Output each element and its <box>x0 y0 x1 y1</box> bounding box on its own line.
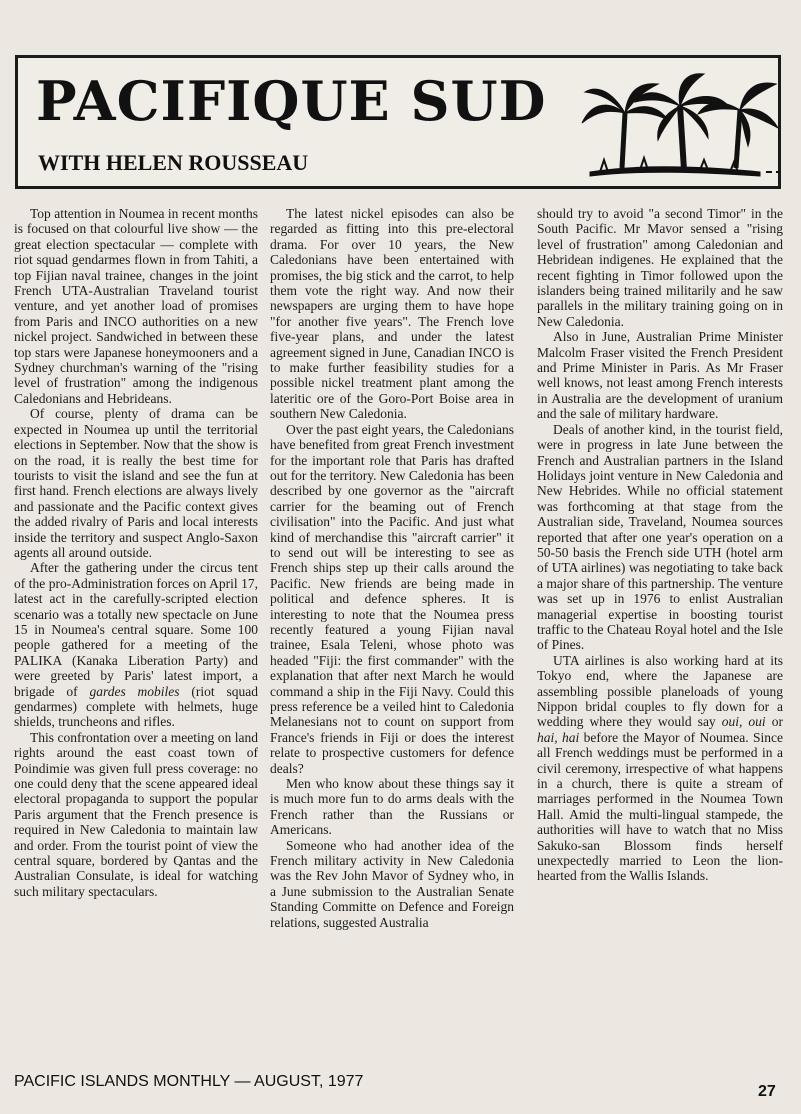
paragraph: Over the past eight years, the Caledonians have benefited from great French investment for the important role that Paris has drafted out for the territory. New Caledonia has been described by one governor as the "aircraft carrier for the beaming out of French civilisation" into the Pacific. And just what kind of merchandise this "aircraft carrier" it to send out will be interesting to see as French ships step up their calls around the Pacific. New friends are being made in political and defence spheres. It is interesting to note that the Noumea press recently featured a young Fijian naval trainee, Esala Teleni, whose photo was headed "Fiji: the first commander" with the explanation that after next March he would command a ship in the Fiji Navy. Could this press reference be a veiled hint to Caledonia Melanesians not to count on support from France's friends in Fiji or does the interest relate to prospective customers for defence deals? <box>270 421 514 776</box>
italic-phrase: hai, hai <box>537 729 580 745</box>
publication-footer: PACIFIC ISLANDS MONTHLY — AUGUST, 1977 <box>14 1073 364 1090</box>
column-title: PACIFIQUE SUD <box>36 69 547 133</box>
paragraph: Deals of another kind, in the tourist field, were in progress in late June between the French and Australian partners in the Island Holidays joint venture in New Caledonia and New Hebrides. While no official statement was forthcoming at that stage from the Australian side, Traveland, Noumea sources reported that after one year's operation on a 50-50 basis the French side UTH (hotel arm of UTA airlines) was negotiating to take back a major share of this partnership. The venture was set up in 1976 to enlist Australian managerial expertise in boosting tourist traffic to the Chateau Royal hotel and the Isle of Pines. <box>537 421 783 653</box>
article-body <box>0 206 801 1066</box>
paragraph: Someone who had another idea of the French military activity in New Caledonia was the Rev John Mavor of Sydney who, in a June submission to the Australian Senate Standing Committe on Defence and Foreign relations, suggested Australia <box>270 837 514 930</box>
paragraph <box>537 653 783 884</box>
paragraph: This confrontation over a meeting on land rights around the east coast town of Poindimie was given full press coverage: no one could deny that the scene appeared ideal electoral propaganda to support the popular Paris argument that the French presence is required in New Caledonia to maintain law and order. From the tourist point of view the central square, bordered by Qantas and the Australian Consulate, is ideal for watching such military spectaculars. <box>14 729 258 899</box>
paragraph: Men who know about these things say it is much more fun to do arms deals with the French rather than the Russians or Americans. <box>270 776 514 838</box>
paragraph-text: or <box>765 714 783 730</box>
paragraph-text: UTA airlines is also working hard at its Tokyo end, where the Japanese are assembling possible planeloads of young Nippon bridal couples to fly down for a wedding where they would say <box>537 652 783 730</box>
paragraph: Of course, plenty of drama can be expected in Noumea up until the territorial elections in September. Now that the show is on the road, it is really the best time for tourists to visit the island and see the fun at first hand. French elections are always lively and passionate and the Pacific context gives the added rivalry of Paris and local interests inside the territory and suspect Anglo-Saxon agents all around outside. <box>14 406 258 560</box>
column-header <box>15 55 781 189</box>
paragraph-text: After the gathering under the circus tent of the pro-Administration forces on April 17, latest act in the carefully-scripted election scenario was a totally new spectacle on June 15 in Noumea's central square. Some 100 people gathered for a meeting of the PALIKA (Kanaka Liberation Party) and were greeted by Paris' latest import, a brigade of <box>14 560 258 699</box>
palm-trees-icon <box>580 68 780 180</box>
paragraph: Also in June, Australian Prime Minister Malcolm Fraser visited the French President and Prime Minister in Paris. As Mr Fraser well knows, not least among French interests in Australia are the development of uranium and the sale of military hardware. <box>537 329 783 422</box>
article-column-1 <box>14 206 258 1066</box>
paragraph: should try to avoid "a second Timor" in the South Pacific. Mr Mavor sensed a "rising level of frustration" among Caledonian and Hebridean indigenes. He explained that the recent fighting in Timor followed upon the islanders being trained militarily and he saw parallels in the military training going on in New Caledonia. <box>537 206 783 329</box>
paragraph <box>14 560 258 729</box>
paragraph: The latest nickel episodes can also be regarded as fitting into this pre-electoral drama. For over 10 years, the New Caledonians have been entertained with promises, the big stick and the carrot, to help them vote the right way. And now their newspapers are urging them to have hope "for another five years". The French love five-year plans, and under the latest agreement signed in June, Canadian INCO is to make further feasibility studies for a possible nickel treatment plant among the lateritic ore of the Goro-Port Boise area in southern New Caledonia. <box>270 206 514 422</box>
italic-phrase: gardes mobiles <box>89 683 180 699</box>
paragraph-text: (riot squad gendarmes) complete with helmets, huge shields, truncheons and rifles. <box>14 683 258 730</box>
page-number: 27 <box>758 1083 776 1100</box>
byline: WITH HELEN ROUSSEAU <box>38 150 309 175</box>
article-column-2 <box>270 206 514 1066</box>
paragraph-text: before the Mayor of Noumea. Since all French weddings must be performed in a civil ceremony, irrespective of what happens in a church, there is quite a stream of marriages performed in the Noumea Town Hall. Amid the multi-lingual stampede, the authorities will have to watch that no Miss Sakuko-san Blossom finds herself unexpectedly married to Leon the lion-hearted from the Wallis Islands. <box>537 729 783 884</box>
paragraph: Top attention in Noumea in recent months is focused on that colourful live show — the great election spectacular — complete with riot squad gendarmes flown in from Tahiti, a top Fijian naval trainee, changes in the joint French UTA-Australian Traveland tourist venture, and yet another load of promises from Paris and INCO authorities on a new nickel project. Sandwiched in between these top stars were Japanese honeymooners and a Sydney churchman's warning of the "rising level of frustration" among the indigenous Caledonians and Hebrideans. <box>14 206 258 406</box>
italic-phrase: oui, oui <box>721 714 766 730</box>
article-column-3 <box>537 206 783 1066</box>
